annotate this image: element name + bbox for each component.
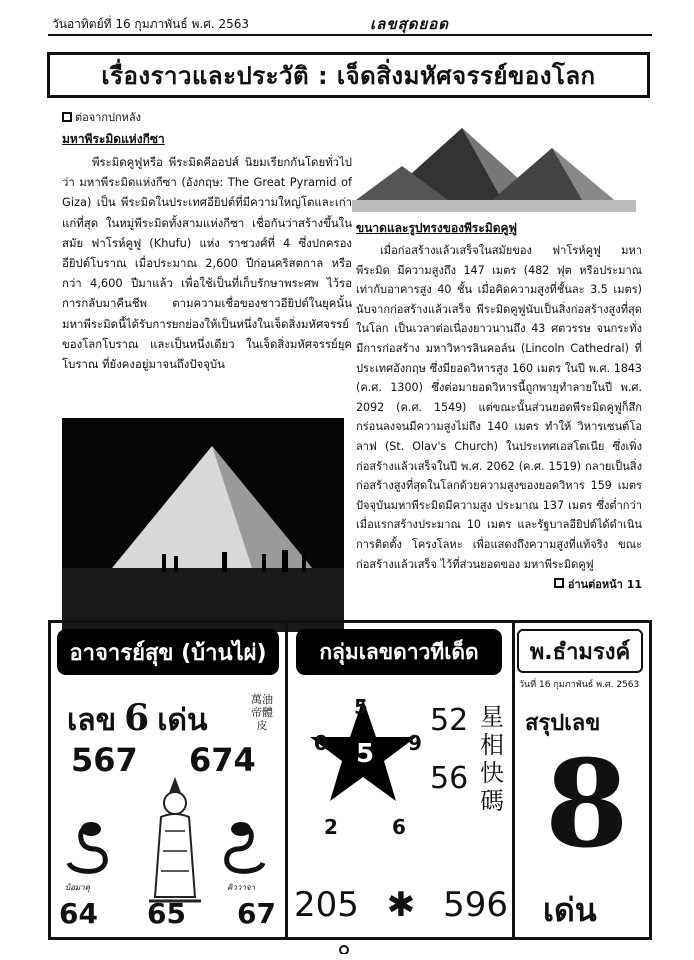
panel-c-date: วันที่ 16 กุมภาพันธ์ พ.ศ. 2563 bbox=[519, 680, 640, 690]
cobra-left-icon bbox=[61, 819, 121, 879]
star-top-number: 5 bbox=[354, 695, 368, 719]
caption-left: บ้อมาคุ bbox=[65, 883, 90, 892]
lottery-frame bbox=[48, 620, 652, 940]
bottom-number-row bbox=[294, 885, 508, 925]
left-body-text: พีระมิดคูฟูหรือ พีระมิดคีออปส์ นิยมเรียกกันโดยทั่วไปว่า มหาพีระมิดแห่งกีซา (อังกฤษ: The Great Pyramid of Giza) เป็น พีระมิดในประเทศอียิปต์ที่มีความใหญ่โตและเก่าแก่ที่สุด ในหมู่พีระมิดทั้งสามแห่งกีซา เชื่อกันว่าสร้างขึ้นในสมัย ฟาโรห์คูฟู (Khufu) แห่ง ราชวงศ์ที่ 4 ซึ่งปกครองอียิปต์โบราณ เมื่อประมาณ 2,600 ปีก่อนคริสตกาล หรือกว่า 4,600 ปีมาแล้ว เพื่อใช้เป็นที่เก็บรักษาพระศพ ไว้รอการกลับมาคืนชีพ ตามความเชื่อของชาวอียิปต์ในยุคนั้น มหาพีระมิดนี้ได้รับการยกย่องให้เป็นหนึ่งในเจ็ดสิ่งมหัศจรรย์ของโลกโบราณ และเป็นหนึ่งเดียว ในเจ็ดสิ่งมหัศจรรย์ยุคโบราณ ที่ยังคงอยู่มาจนถึงปัจจุบัน bbox=[62, 155, 352, 372]
highlight-digit: 8 bbox=[545, 734, 629, 875]
pair-bottom: 56 bbox=[430, 761, 469, 796]
right-column bbox=[356, 215, 642, 593]
header-date: วันอาทิตย์ที่ 16 กุมภาพันธ์ พ.ศ. 2563 bbox=[52, 17, 250, 31]
star-left-number: 0 bbox=[314, 731, 328, 755]
star-center-number: 5 bbox=[356, 739, 375, 769]
square-bullet-icon bbox=[554, 578, 564, 588]
asterisk-icon: ✱ bbox=[386, 885, 416, 925]
left-column bbox=[62, 108, 352, 374]
article-title-band bbox=[47, 52, 650, 98]
deity-illustration bbox=[133, 771, 217, 911]
square-bullet-icon bbox=[62, 112, 72, 122]
continued-label bbox=[62, 108, 352, 126]
panel-b-title: กลุ่มเลขดาวทีเด็ด bbox=[296, 629, 502, 675]
right-subheading: ขนาดและรูปทรงของพีระมิดคูฟู bbox=[356, 221, 518, 235]
caption-right: คิววาจา bbox=[227, 883, 256, 892]
den-label: เด่น bbox=[543, 891, 597, 929]
pyramid-illustration-small bbox=[352, 108, 636, 212]
pyramid-photo-large bbox=[62, 418, 344, 632]
bottom-number-2: 65 bbox=[147, 897, 186, 930]
read-more-label bbox=[356, 575, 642, 593]
star-bottom-left-number: 2 bbox=[324, 815, 338, 839]
bottom-number-3: 67 bbox=[237, 897, 276, 930]
right-body-text: เมื่อก่อสร้างแล้วเสร็จในสมัยของ ฟาโรห์คูฟู มหาพีระมิด มีความสูงถึง 147 เมตร (482 ฟุต หรือประมาณเท่ากับอาคารสูง 40 ชั้น เมื่อคิดความสูงที่ชั้นละ 3.5 เมตร) นับจากก่อสร้างแล้วเสร็จ พีระมิดคูฟูนับเป็นสิ่งก่อสร้างสูงที่สุดในโลก เป็นเวลาต่อเนื่องยาวนานถึง 43 ศตวรรษ จนกระทั่ง มีการก่อสร้าง มหาวิหารลินคอล์น (Lincoln Cathedral) ที่ ประเทศอังกฤษ ซึ่งมียอดวิหารสูง 160 เมตร ในปี พ.ศ. 1843 (ค.ศ. 1300) ซึ่งต่อมายอดวิหารนี้ถูกพายุทำลายในปี พ.ศ. 2092 (ค.ศ. 1549) แต่ขณะนั้นส่วนยอดพีระมิดคูฟูก็สึกกร่อนลงจนมีความสูงไม่ถึง 140 เมตร ทำให้ วิหารเซนต์โอลาฟ (St. Olav's Church) ในประเทศเอสโตเนีย ซึ่งเพิ่งก่อสร้างแล้วเสร็จในปี พ.ศ. 2062 (ค.ศ. 1519) กลายเป็นสิ่งก่อสร้างสูงที่สุดในโลกด้วยความสูงของยอดวิหาร 159 เมตร ปัจจุบันมหาพีระมิดมีความสูง ประมาณ 137 เมตร ซึ่งต่ำกว่าเมื่อแรกสร้างประมาณ 10 เมตร และรัฐบาลอียิปต์ได้ดำเนินการติดตั้ง โครงโลหะ เพื่อแสดงถึงความสูงที่แท้จริง ขณะก่อสร้างแล้วเสร็จ ไว้ที่ส่วนยอดของ มหาพีระมิดคูฟู bbox=[356, 244, 642, 571]
article-title: เรื่องราวและประวัติ : เจ็ดสิ่งมหัศจรรย์ของโลก bbox=[101, 61, 596, 90]
header-brand: เลขสุดยอด bbox=[370, 15, 450, 33]
cjk-column: 星相快碼 bbox=[480, 703, 504, 815]
panel-thammarong bbox=[515, 623, 649, 937]
summary-label: สรุปเลข bbox=[525, 711, 601, 736]
star-right-number: 9 bbox=[408, 731, 422, 755]
number-right: 674 bbox=[189, 741, 256, 779]
panel-c-title: พ.ธำมรงค์ bbox=[517, 629, 643, 673]
read-more-text: อ่านต่อหน้า 11 bbox=[567, 578, 642, 592]
page-number-mark bbox=[338, 944, 350, 954]
den-word: เด่น bbox=[157, 703, 208, 738]
pyramid-photo-small bbox=[352, 108, 636, 212]
page-header bbox=[48, 10, 652, 36]
lek-digit: 6 bbox=[124, 697, 150, 739]
pair-top: 52 bbox=[430, 703, 469, 738]
lek-word: เลข bbox=[67, 703, 117, 738]
pyramid-illustration-large bbox=[62, 418, 344, 632]
cobra-right-icon bbox=[211, 819, 271, 879]
bottom-left-number: 205 bbox=[294, 885, 359, 925]
panel-star-numbers bbox=[288, 623, 515, 937]
panel-a-title: อาจารย์สุข (บ้านไผ่) bbox=[57, 629, 279, 675]
continued-text: ต่อจากปกหลัง bbox=[75, 111, 142, 124]
cjk-vertical-text: 萬油帝體皮 bbox=[251, 693, 273, 732]
star-bottom-right-number: 6 bbox=[392, 815, 406, 839]
number-left: 567 bbox=[71, 741, 138, 779]
bottom-right-number: 596 bbox=[443, 885, 508, 925]
bottom-number-1: 64 bbox=[59, 897, 98, 930]
lek-line bbox=[67, 697, 207, 744]
panel-ajarn-suk bbox=[51, 623, 288, 937]
left-subheading: มหาพีระมิดแห่งกีซา bbox=[62, 132, 165, 146]
